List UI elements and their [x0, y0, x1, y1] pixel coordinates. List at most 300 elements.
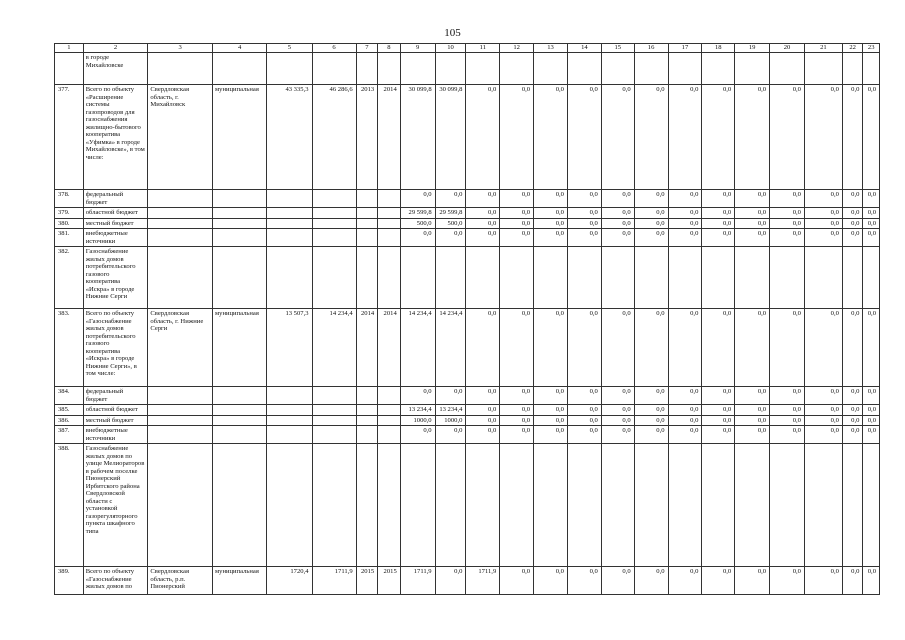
value-cell: 0,0 — [500, 387, 534, 405]
value-cell — [534, 247, 568, 309]
ownership-cell — [213, 415, 267, 426]
item-name-cell: областной бюджет — [83, 208, 148, 219]
ownership-cell — [213, 229, 267, 247]
value-cell — [400, 53, 435, 85]
value-cell: 0,0 — [668, 309, 702, 387]
ownership-cell — [213, 426, 267, 444]
ownership-cell — [213, 247, 267, 309]
value-cell — [267, 208, 312, 219]
value-cell: 0,0 — [567, 218, 601, 229]
value-cell: 500,0 — [435, 218, 466, 229]
value-cell — [567, 247, 601, 309]
value-cell: 0,0 — [668, 387, 702, 405]
value-cell: 0,0 — [702, 387, 735, 405]
value-cell: 0,0 — [735, 229, 770, 247]
value-cell: 0,0 — [500, 309, 534, 387]
value-cell — [534, 53, 568, 85]
location-cell — [148, 444, 213, 567]
value-cell: 0,0 — [863, 567, 880, 595]
row-number-cell: 380. — [55, 218, 84, 229]
value-cell: 0,0 — [735, 415, 770, 426]
location-cell — [148, 247, 213, 309]
value-cell: 0,0 — [601, 387, 634, 405]
value-cell: 13 234,4 — [435, 405, 466, 416]
value-cell: 0,0 — [735, 387, 770, 405]
value-cell: 0,0 — [668, 426, 702, 444]
value-cell: 0,0 — [466, 387, 500, 405]
value-cell — [378, 426, 401, 444]
location-cell — [148, 208, 213, 219]
row-number-cell: 377. — [55, 85, 84, 190]
value-cell — [842, 247, 863, 309]
column-number: 18 — [702, 44, 735, 53]
value-cell — [378, 190, 401, 208]
value-cell — [356, 426, 378, 444]
column-number: 10 — [435, 44, 466, 53]
value-cell — [668, 444, 702, 567]
value-cell: 30 099,8 — [400, 85, 435, 190]
column-number: 13 — [534, 44, 568, 53]
value-cell: 0,0 — [668, 229, 702, 247]
value-cell — [634, 247, 668, 309]
location-cell: Свердловская область, р.п. Пионерский — [148, 567, 213, 595]
table-row — [55, 309, 880, 387]
column-number: 19 — [735, 44, 770, 53]
value-cell — [435, 247, 466, 309]
value-cell — [702, 444, 735, 567]
column-number: 8 — [378, 44, 401, 53]
value-cell — [312, 415, 356, 426]
value-cell: 0,0 — [770, 567, 805, 595]
value-cell: 1711,9 — [400, 567, 435, 595]
value-cell: 0,0 — [601, 415, 634, 426]
value-cell: 0,0 — [435, 567, 466, 595]
value-cell: 0,0 — [735, 218, 770, 229]
value-cell: 0,0 — [668, 208, 702, 219]
value-cell: 0,0 — [735, 405, 770, 416]
value-cell — [312, 208, 356, 219]
ownership-cell — [213, 218, 267, 229]
value-cell — [634, 53, 668, 85]
value-cell — [601, 247, 634, 309]
value-cell: 0,0 — [567, 387, 601, 405]
value-cell: 14 234,4 — [435, 309, 466, 387]
table-row — [55, 415, 880, 426]
value-cell: 0,0 — [400, 387, 435, 405]
value-cell — [601, 444, 634, 567]
value-cell: 0,0 — [466, 415, 500, 426]
value-cell: 0,0 — [466, 85, 500, 190]
row-number-cell: 388. — [55, 444, 84, 567]
value-cell — [267, 415, 312, 426]
value-cell: 0,0 — [435, 387, 466, 405]
value-cell — [534, 444, 568, 567]
row-number-cell: 382. — [55, 247, 84, 309]
table-row — [55, 190, 880, 208]
value-cell — [378, 247, 401, 309]
value-cell: 0,0 — [804, 85, 842, 190]
value-cell: 0,0 — [668, 218, 702, 229]
column-number: 9 — [400, 44, 435, 53]
row-number-cell — [55, 53, 84, 85]
value-cell: 0,0 — [601, 405, 634, 416]
value-cell — [378, 405, 401, 416]
value-cell: 0,0 — [863, 387, 880, 405]
location-cell — [148, 415, 213, 426]
value-cell — [356, 247, 378, 309]
ownership-cell — [213, 405, 267, 416]
value-cell: 0,0 — [500, 218, 534, 229]
value-cell — [863, 444, 880, 567]
value-cell: 0,0 — [634, 309, 668, 387]
value-cell — [500, 444, 534, 567]
value-cell: 500,0 — [400, 218, 435, 229]
page-number: 105 — [444, 27, 461, 39]
value-cell: 0,0 — [534, 218, 568, 229]
item-name-cell: Всего по объекту «Газоснабжение жилых домов потребительского газового кооператива «Искра» в городе Нижние Серги», в том числе: — [83, 309, 148, 387]
table-row — [55, 567, 880, 595]
value-cell — [634, 444, 668, 567]
value-cell: 0,0 — [702, 229, 735, 247]
value-cell: 0,0 — [500, 415, 534, 426]
value-cell: 1000,0 — [435, 415, 466, 426]
value-cell: 0,0 — [500, 85, 534, 190]
value-cell: 13 507,3 — [267, 309, 312, 387]
value-cell — [312, 444, 356, 567]
table-row — [55, 208, 880, 219]
value-cell: 0,0 — [601, 85, 634, 190]
row-number-cell: 386. — [55, 415, 84, 426]
value-cell: 2014 — [378, 309, 401, 387]
value-cell — [312, 426, 356, 444]
value-cell: 0,0 — [668, 405, 702, 416]
value-cell: 0,0 — [634, 405, 668, 416]
value-cell: 0,0 — [770, 405, 805, 416]
value-cell: 0,0 — [567, 426, 601, 444]
value-cell — [378, 387, 401, 405]
value-cell — [267, 190, 312, 208]
value-cell — [500, 247, 534, 309]
row-number-cell: 378. — [55, 190, 84, 208]
value-cell: 0,0 — [863, 426, 880, 444]
value-cell: 0,0 — [842, 190, 863, 208]
value-cell: 0,0 — [466, 405, 500, 416]
value-cell — [702, 53, 735, 85]
value-cell: 0,0 — [601, 190, 634, 208]
value-cell: 0,0 — [601, 567, 634, 595]
value-cell: 14 234,4 — [400, 309, 435, 387]
value-cell: 0,0 — [668, 567, 702, 595]
value-cell — [312, 190, 356, 208]
value-cell: 0,0 — [500, 567, 534, 595]
value-cell — [356, 387, 378, 405]
value-cell: 0,0 — [863, 229, 880, 247]
column-number: 16 — [634, 44, 668, 53]
value-cell — [770, 247, 805, 309]
value-cell: 0,0 — [435, 426, 466, 444]
value-cell — [466, 53, 500, 85]
column-number: 15 — [601, 44, 634, 53]
value-cell: 0,0 — [770, 387, 805, 405]
value-cell: 0,0 — [601, 218, 634, 229]
value-cell — [356, 415, 378, 426]
value-cell: 0,0 — [500, 229, 534, 247]
value-cell: 0,0 — [770, 218, 805, 229]
value-cell: 0,0 — [735, 190, 770, 208]
value-cell: 0,0 — [634, 415, 668, 426]
value-cell — [863, 247, 880, 309]
value-cell: 0,0 — [567, 309, 601, 387]
value-cell: 0,0 — [770, 190, 805, 208]
column-number: 2 — [83, 44, 148, 53]
value-cell: 0,0 — [601, 208, 634, 219]
value-cell: 0,0 — [466, 229, 500, 247]
value-cell: 0,0 — [702, 85, 735, 190]
value-cell: 0,0 — [435, 229, 466, 247]
column-number: 3 — [148, 44, 213, 53]
value-cell — [356, 229, 378, 247]
row-number-cell: 381. — [55, 229, 84, 247]
value-cell: 0,0 — [634, 567, 668, 595]
value-cell — [267, 426, 312, 444]
value-cell: 0,0 — [534, 415, 568, 426]
row-number-cell: 383. — [55, 309, 84, 387]
value-cell: 0,0 — [842, 218, 863, 229]
value-cell — [378, 53, 401, 85]
budget-table — [54, 43, 880, 595]
value-cell — [400, 444, 435, 567]
value-cell — [378, 229, 401, 247]
value-cell: 0,0 — [534, 309, 568, 387]
value-cell: 0,0 — [842, 415, 863, 426]
value-cell: 0,0 — [634, 85, 668, 190]
ownership-cell — [213, 444, 267, 567]
value-cell: 1720,4 — [267, 567, 312, 595]
ownership-cell: муниципальная — [213, 567, 267, 595]
table-row — [55, 444, 880, 567]
value-cell: 0,0 — [668, 190, 702, 208]
value-cell: 0,0 — [842, 208, 863, 219]
value-cell: 0,0 — [466, 208, 500, 219]
value-cell — [356, 190, 378, 208]
value-cell: 0,0 — [400, 190, 435, 208]
location-cell — [148, 218, 213, 229]
value-cell — [435, 53, 466, 85]
table-row — [55, 229, 880, 247]
value-cell — [312, 405, 356, 416]
value-cell: 0,0 — [770, 309, 805, 387]
value-cell: 0,0 — [770, 415, 805, 426]
value-cell: 0,0 — [702, 218, 735, 229]
ownership-cell: муниципальная — [213, 309, 267, 387]
item-name-cell: федеральный бюджет — [83, 190, 148, 208]
value-cell: 0,0 — [400, 229, 435, 247]
value-cell: 0,0 — [735, 309, 770, 387]
value-cell: 0,0 — [567, 208, 601, 219]
value-cell — [312, 53, 356, 85]
value-cell: 0,0 — [601, 426, 634, 444]
value-cell — [356, 218, 378, 229]
value-cell — [668, 247, 702, 309]
value-cell: 0,0 — [735, 208, 770, 219]
value-cell: 0,0 — [567, 229, 601, 247]
value-cell — [804, 444, 842, 567]
value-cell: 29 599,8 — [435, 208, 466, 219]
item-name-cell: в городе Михайловске — [83, 53, 148, 85]
value-cell: 0,0 — [601, 229, 634, 247]
row-number-cell: 379. — [55, 208, 84, 219]
value-cell: 0,0 — [863, 415, 880, 426]
value-cell: 0,0 — [534, 190, 568, 208]
ownership-cell — [213, 190, 267, 208]
value-cell: 0,0 — [842, 309, 863, 387]
location-cell — [148, 190, 213, 208]
column-number: 14 — [567, 44, 601, 53]
value-cell: 0,0 — [567, 190, 601, 208]
column-number-row — [55, 44, 880, 53]
table-row — [55, 53, 880, 85]
value-cell — [356, 208, 378, 219]
value-cell: 0,0 — [466, 190, 500, 208]
value-cell — [466, 444, 500, 567]
value-cell: 0,0 — [804, 229, 842, 247]
value-cell: 0,0 — [702, 208, 735, 219]
value-cell: 0,0 — [702, 567, 735, 595]
value-cell — [735, 247, 770, 309]
value-cell: 0,0 — [634, 218, 668, 229]
item-name-cell: Всего по объекту «Газоснабжение жилых домов по — [83, 567, 148, 595]
value-cell: 0,0 — [804, 190, 842, 208]
value-cell — [312, 387, 356, 405]
value-cell: 0,0 — [863, 85, 880, 190]
column-number: 1 — [55, 44, 84, 53]
value-cell: 46 286,6 — [312, 85, 356, 190]
value-cell: 0,0 — [702, 415, 735, 426]
value-cell — [267, 387, 312, 405]
value-cell: 0,0 — [668, 85, 702, 190]
value-cell — [378, 444, 401, 567]
column-number: 20 — [770, 44, 805, 53]
value-cell: 0,0 — [735, 426, 770, 444]
value-cell: 0,0 — [770, 426, 805, 444]
value-cell: 0,0 — [534, 405, 568, 416]
value-cell — [267, 229, 312, 247]
value-cell: 0,0 — [500, 426, 534, 444]
value-cell: 0,0 — [863, 405, 880, 416]
value-cell — [842, 444, 863, 567]
value-cell: 0,0 — [466, 309, 500, 387]
table-row — [55, 405, 880, 416]
table-row — [55, 387, 880, 405]
value-cell: 0,0 — [500, 405, 534, 416]
value-cell — [400, 247, 435, 309]
value-cell — [267, 444, 312, 567]
value-cell — [312, 229, 356, 247]
value-cell: 0,0 — [842, 85, 863, 190]
value-cell: 0,0 — [634, 208, 668, 219]
value-cell: 0,0 — [770, 85, 805, 190]
value-cell: 0,0 — [702, 309, 735, 387]
value-cell: 0,0 — [500, 208, 534, 219]
value-cell: 0,0 — [668, 415, 702, 426]
value-cell — [567, 53, 601, 85]
location-cell: Свердловская область, г. Нижние Серги — [148, 309, 213, 387]
value-cell: 0,0 — [634, 229, 668, 247]
value-cell — [567, 444, 601, 567]
item-name-cell: местный бюджет — [83, 415, 148, 426]
item-name-cell: Газоснабжение жилых домов по улице Мелиораторов в рабочем поселке Пионерский Ирбитского района Свердловской области с установкой газорегуляторного пункта шкафного типа — [83, 444, 148, 567]
value-cell: 0,0 — [634, 387, 668, 405]
value-cell — [500, 53, 534, 85]
value-cell: 0,0 — [863, 218, 880, 229]
value-cell: 0,0 — [435, 190, 466, 208]
value-cell — [312, 218, 356, 229]
column-number: 22 — [842, 44, 863, 53]
column-number: 12 — [500, 44, 534, 53]
value-cell: 0,0 — [804, 415, 842, 426]
value-cell: 0,0 — [702, 405, 735, 416]
value-cell: 0,0 — [534, 229, 568, 247]
value-cell: 0,0 — [863, 208, 880, 219]
column-number: 6 — [312, 44, 356, 53]
value-cell — [267, 53, 312, 85]
value-cell: 0,0 — [466, 218, 500, 229]
column-number: 11 — [466, 44, 500, 53]
value-cell: 0,0 — [567, 405, 601, 416]
item-name-cell: Всего по объекту «Расширение системы газопроводов для газоснабжения жилищно-бытового кооператива «Уфимка» в городе Михайловске», в том числе: — [83, 85, 148, 190]
value-cell — [267, 247, 312, 309]
value-cell — [466, 247, 500, 309]
item-name-cell: внебюджетные источники — [83, 426, 148, 444]
location-cell — [148, 229, 213, 247]
value-cell: 0,0 — [770, 229, 805, 247]
location-cell: Свердловская область, г. Михайловск — [148, 85, 213, 190]
row-number-cell: 385. — [55, 405, 84, 416]
value-cell — [863, 53, 880, 85]
value-cell — [356, 53, 378, 85]
table-row — [55, 85, 880, 190]
ownership-cell — [213, 53, 267, 85]
value-cell: 0,0 — [842, 405, 863, 416]
value-cell — [356, 444, 378, 567]
location-cell — [148, 405, 213, 416]
value-cell — [702, 247, 735, 309]
value-cell: 2014 — [356, 309, 378, 387]
value-cell: 0,0 — [567, 415, 601, 426]
value-cell: 2014 — [378, 85, 401, 190]
value-cell — [378, 218, 401, 229]
value-cell — [842, 53, 863, 85]
value-cell: 0,0 — [534, 208, 568, 219]
column-number: 17 — [668, 44, 702, 53]
value-cell: 0,0 — [400, 426, 435, 444]
value-cell: 2015 — [356, 567, 378, 595]
value-cell — [735, 444, 770, 567]
value-cell — [601, 53, 634, 85]
column-number: 23 — [863, 44, 880, 53]
value-cell: 0,0 — [770, 208, 805, 219]
value-cell — [804, 53, 842, 85]
item-name-cell: Газоснабжение жилых домов потребительского газового кооператива «Искра» в городе Нижние Серги — [83, 247, 148, 309]
value-cell: 0,0 — [842, 229, 863, 247]
value-cell: 43 335,3 — [267, 85, 312, 190]
value-cell — [435, 444, 466, 567]
value-cell: 0,0 — [804, 387, 842, 405]
value-cell: 0,0 — [804, 309, 842, 387]
location-cell — [148, 53, 213, 85]
value-cell: 1711,9 — [312, 567, 356, 595]
value-cell: 0,0 — [534, 567, 568, 595]
